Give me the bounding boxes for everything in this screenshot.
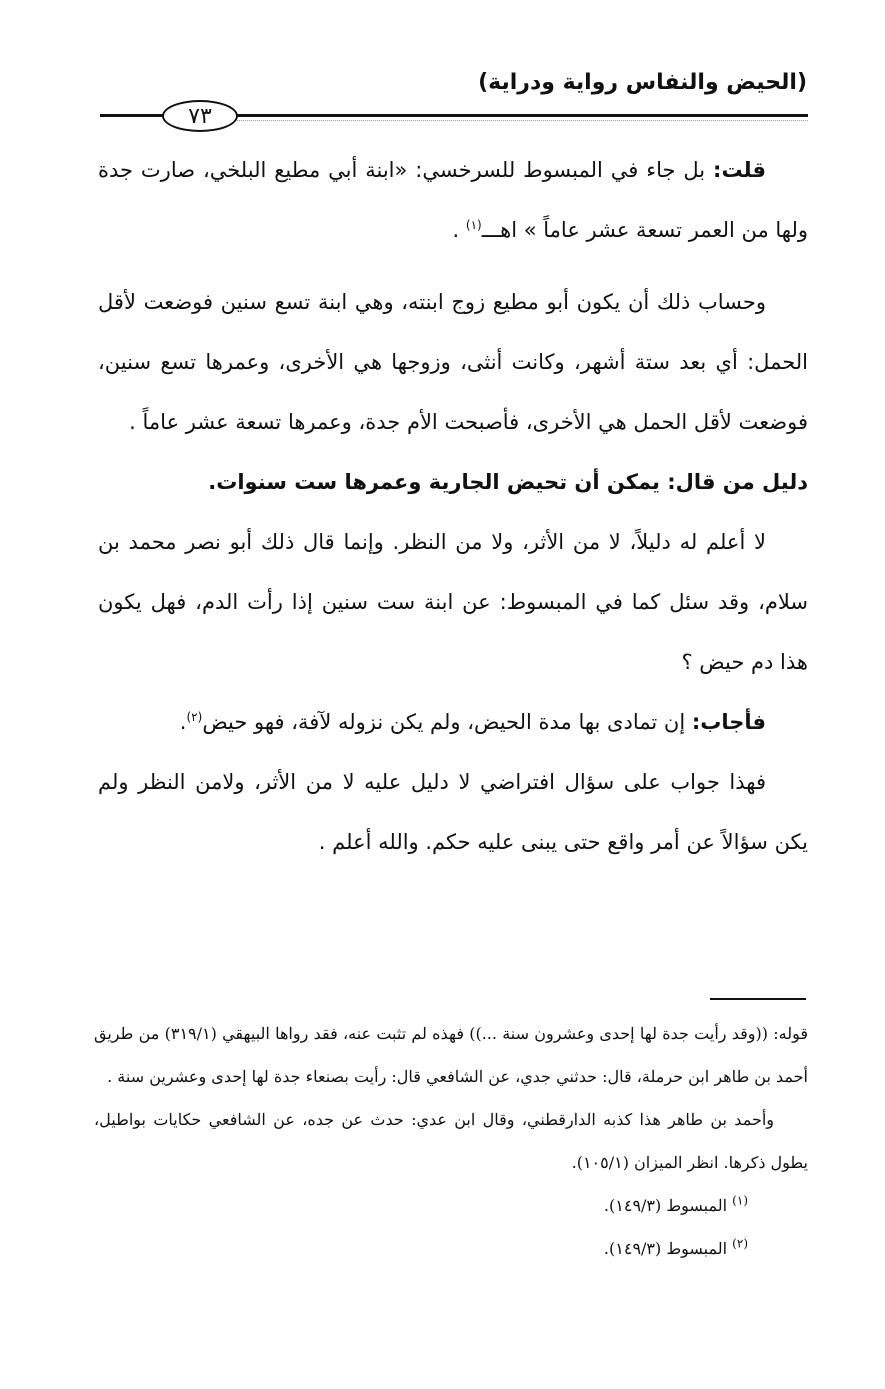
footnote-2 [94, 1227, 808, 1270]
page-number: ٧٣ [188, 103, 212, 129]
footnote-2-mark: (٢) [732, 1236, 748, 1251]
paragraph-4 [98, 692, 808, 752]
footnotes [94, 1012, 808, 1270]
running-header-title: (الحيض والنفاس رواية ودراية) [478, 70, 807, 95]
paragraph-4-lead: فأجاب: [691, 710, 766, 734]
footnote-1-text: المبسوط (١٤٩/٣). [603, 1196, 733, 1215]
footnote-ref-2: (٢) [186, 710, 203, 724]
footnote-note-b: وأحمد بن طاهر هذا كذبه الدارقطني، وقال ابن عدي: حدث عن جده، عن الشافعي حكايات بواطيل، يطول ذكرها. انظر الميزان (١٠٥/١). [94, 1110, 808, 1172]
paragraph-1-text: بل جاء في المبسوط للسرخسي: «ابنة أبي مطيع البلخي، صارت جدة ولها من العمر تسعة عشر عاماً » اهـــ [98, 158, 808, 242]
footnote-ref-1: (١) [465, 218, 482, 232]
footnote-1-mark: (١) [732, 1193, 748, 1208]
header-dotted-rule [235, 120, 808, 121]
footnote-note-a: قوله: ((وقد رأيت جدة لها إحدى وعشرون سنة ...)) فهذه لم تثبت عنه، فقد رواها البيهقي (٣١٩/١) من طريق أحمد بن طاهر ابن حرملة، قال: حدثني جدي، عن الشافعي قال: رأيت بصنعاء جدة لها إحدى وعشرين سنة . [94, 1024, 808, 1086]
page-number-badge [162, 100, 238, 132]
paragraph-4-end: . [179, 710, 187, 734]
main-text [98, 140, 808, 872]
footnote-1 [94, 1184, 808, 1227]
paragraph-1-lead: قلت: [713, 158, 766, 182]
paragraph-1 [98, 140, 808, 260]
paragraph-5: فهذا جواب على سؤال افتراضي لا دليل عليه لا من الأثر، ولامن النظر ولم يكن سؤالاً عن أمر واقع حتى يبنى عليه حكم. والله أعلم . [98, 770, 808, 854]
footnote-2-text: المبسوط (١٤٩/٣). [603, 1239, 733, 1258]
paragraph-1-end: . [452, 218, 466, 242]
section-heading: دليل من قال: يمكن أن تحيض الجارية وعمرها ست سنوات. [208, 470, 808, 494]
footnote-separator [710, 998, 806, 1000]
paragraph-2: وحساب ذلك أن يكون أبو مطيع زوج ابنته، وهي ابنة تسع سنين فوضعت لأقل الحمل: أي بعد ستة أشهر، وكانت أنثى، وزوجها هي الأخرى، وعمرها تسع سنين، فوضعت لأقل الحمل هي الأخرى، فأصبحت الأم جدة، وعمرها تسعة عشر عاماً . [98, 290, 808, 434]
paragraph-4-text: إن تمادى بها مدة الحيض، ولم يكن نزوله لآفة، فهو حيض [202, 710, 692, 734]
paragraph-3: لا أعلم له دليلاً، لا من الأثر، ولا من النظر. وإنما قال ذلك أبو نصر محمد بن سلام، وقد سئل كما في المبسوط: عن ابنة ست سنين إذا رأت الدم، فهل يكون هذا دم حيض ؟ [98, 530, 808, 674]
